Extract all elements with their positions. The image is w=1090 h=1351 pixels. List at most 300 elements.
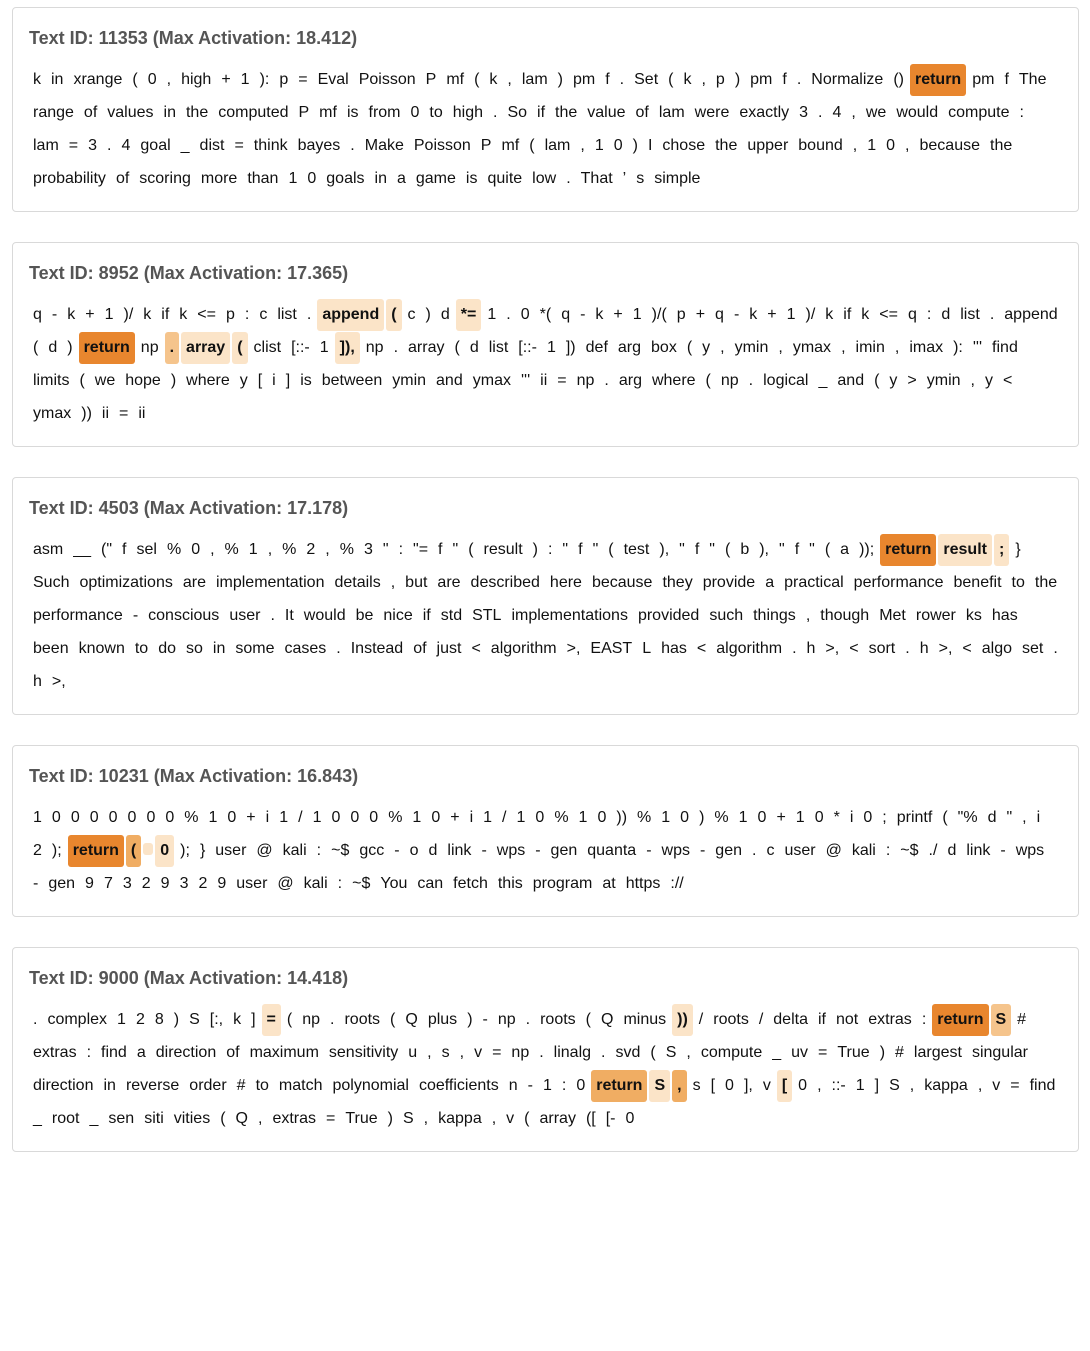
token: p xyxy=(715,71,725,88)
token: between xyxy=(321,372,383,389)
token: _ xyxy=(89,1110,99,1127)
token: Q xyxy=(601,1011,614,1028)
token: h xyxy=(33,673,42,690)
token: practical xyxy=(784,574,844,591)
token: y xyxy=(985,372,993,389)
token: % xyxy=(714,809,729,826)
token: " xyxy=(382,541,389,558)
token: ''' xyxy=(520,372,531,389)
token: # xyxy=(1017,1011,1027,1028)
highlighted-token: ( xyxy=(232,332,247,364)
token: imin xyxy=(855,339,885,356)
token: 1 xyxy=(319,339,329,356)
token: 1 xyxy=(578,809,588,826)
token: 1 xyxy=(312,809,322,826)
token: y xyxy=(239,372,248,389)
token: h xyxy=(919,640,929,657)
token: ( xyxy=(824,541,831,558)
token: , xyxy=(778,339,783,356)
token: algorithm xyxy=(490,640,557,657)
token: append xyxy=(1004,306,1058,323)
token: kappa xyxy=(438,1110,482,1127)
token: " xyxy=(809,541,815,558)
token: kali xyxy=(282,842,307,859)
token: sort xyxy=(868,640,896,657)
token: to xyxy=(134,640,149,657)
token: d xyxy=(947,842,957,859)
token: array xyxy=(539,1110,576,1127)
token: just xyxy=(436,640,462,657)
token: " xyxy=(779,541,785,558)
token: ) xyxy=(557,71,563,88)
token: , xyxy=(210,541,215,558)
highlighted-token: *= xyxy=(456,299,482,331)
token: a xyxy=(840,541,850,558)
token: of xyxy=(83,104,98,121)
token: 1 xyxy=(855,1077,865,1094)
token: , xyxy=(909,1077,915,1094)
token: gen xyxy=(48,875,76,892)
token: 1 xyxy=(594,137,604,154)
token: _ xyxy=(33,1110,42,1127)
token: <= xyxy=(197,306,216,323)
highlighted-token: ; xyxy=(994,534,1009,566)
token: link xyxy=(447,842,472,859)
token: Make xyxy=(364,137,404,154)
token: they xyxy=(662,574,693,591)
token: - xyxy=(699,842,706,859)
token: the xyxy=(555,104,578,121)
token: * xyxy=(833,809,840,826)
token: f xyxy=(794,541,800,558)
token: so xyxy=(185,640,203,657)
token: direction xyxy=(33,1077,94,1094)
token: 1 xyxy=(516,809,526,826)
token: provide xyxy=(702,574,756,591)
token: quite xyxy=(487,170,523,187)
token: )/( xyxy=(651,306,667,323)
token: )); xyxy=(859,541,875,558)
token: - xyxy=(51,306,58,323)
token: gen xyxy=(715,842,742,859)
token: ] xyxy=(874,1077,880,1094)
token: 1 xyxy=(208,809,218,826)
token: ) xyxy=(467,1011,473,1028)
token: 1 xyxy=(412,809,422,826)
token: np xyxy=(576,372,595,389)
card-title: Text ID: 11353 (Max Activation: 18.412) xyxy=(29,28,358,48)
token: v xyxy=(474,1044,483,1061)
token: . xyxy=(619,71,625,88)
token: 1 xyxy=(104,306,114,323)
token: + xyxy=(613,306,623,323)
token: . xyxy=(336,640,341,657)
token: lam xyxy=(658,104,685,121)
highlighted-token: , xyxy=(672,1070,686,1102)
token: : xyxy=(244,306,250,323)
token: root xyxy=(51,1110,80,1127)
token: - xyxy=(733,306,740,323)
token: of xyxy=(226,1044,240,1061)
token: direction xyxy=(155,1044,217,1061)
token: ( xyxy=(454,339,460,356)
highlighted-token: result xyxy=(938,534,992,566)
token: computed xyxy=(218,104,289,121)
token: STL xyxy=(472,607,502,624)
token: 2 xyxy=(141,875,151,892)
token: ] xyxy=(285,372,291,389)
token: % xyxy=(637,809,652,826)
token: 1 xyxy=(546,339,556,356)
token: Q xyxy=(405,1011,418,1028)
token: i xyxy=(272,372,276,389)
token: = xyxy=(492,1044,502,1061)
token: : xyxy=(561,1077,567,1094)
token: performance xyxy=(853,574,944,591)
token: ''' xyxy=(972,339,983,356)
token: order xyxy=(189,1077,227,1094)
token: , xyxy=(852,137,858,154)
token: ): xyxy=(259,71,270,88)
token: _ xyxy=(180,137,190,154)
token: Instead xyxy=(350,640,404,657)
token: xrange xyxy=(73,71,123,88)
token: 0 xyxy=(191,541,201,558)
token: 0 xyxy=(307,170,317,187)
token: 8 xyxy=(154,1011,164,1028)
token: . xyxy=(566,170,571,187)
token: c xyxy=(259,306,268,323)
token: i xyxy=(469,809,474,826)
token: pm xyxy=(750,71,773,88)
token: and xyxy=(837,372,865,389)
token: values xyxy=(107,104,154,121)
token: < xyxy=(962,640,972,657)
token: 1 xyxy=(487,306,497,323)
token: has xyxy=(991,607,1018,624)
token: [::- xyxy=(291,339,310,356)
token: 1 xyxy=(738,809,748,826)
token: 3 xyxy=(799,104,809,121)
token: but xyxy=(405,574,428,591)
token: > xyxy=(907,372,917,389)
token: in xyxy=(103,1077,116,1094)
token: goals xyxy=(326,170,365,187)
token: the xyxy=(715,137,738,154)
token: 3 xyxy=(122,875,132,892)
token: 4 xyxy=(121,137,131,154)
token: ( xyxy=(668,71,674,88)
token: though xyxy=(820,607,870,624)
token: sel xyxy=(136,541,157,558)
token: ) xyxy=(67,339,73,356)
token: . xyxy=(818,104,823,121)
highlighted-token: ( xyxy=(126,835,141,867)
token: ), xyxy=(659,541,670,558)
token: gcc xyxy=(359,842,385,859)
highlighted-token: return xyxy=(591,1070,647,1102)
card-title: Text ID: 8952 (Max Activation: 17.365) xyxy=(29,263,349,283)
token: )/ xyxy=(805,306,816,323)
token: ( xyxy=(585,1011,591,1028)
token: . xyxy=(792,640,797,657)
token: wps xyxy=(1015,842,1045,859)
token: 1 xyxy=(786,306,796,323)
token: , xyxy=(257,1110,263,1127)
token: lam xyxy=(521,71,548,88)
token: ( xyxy=(524,1110,530,1127)
token: algo xyxy=(981,640,1012,657)
token: % xyxy=(339,541,354,558)
token: h xyxy=(806,640,816,657)
token: >, xyxy=(938,640,953,657)
token: , xyxy=(977,1077,983,1094)
token: 1 xyxy=(867,137,877,154)
token: 1 xyxy=(33,809,42,826)
token: mf xyxy=(501,137,520,154)
token: of xyxy=(635,104,649,121)
highlighted-token: 0 xyxy=(155,835,174,867)
token: ( xyxy=(33,339,39,356)
token: 0 xyxy=(146,809,156,826)
token: , xyxy=(459,1044,465,1061)
token: from xyxy=(368,104,401,121)
token: implementation xyxy=(215,574,325,591)
token: % xyxy=(282,541,297,558)
token: d xyxy=(469,339,479,356)
token: find xyxy=(992,339,1018,356)
token: ii xyxy=(138,405,146,422)
token: f xyxy=(438,541,443,558)
token: list xyxy=(488,339,509,356)
highlighted-token: return xyxy=(910,64,966,96)
token: than xyxy=(247,170,279,187)
token: . xyxy=(393,339,399,356)
token: in xyxy=(51,71,64,88)
token: to xyxy=(255,1077,269,1094)
token: k xyxy=(233,1011,242,1028)
token: . xyxy=(493,104,498,121)
token: np xyxy=(720,372,739,389)
token: range xyxy=(33,104,74,121)
token: # xyxy=(236,1077,246,1094)
token: ./ xyxy=(928,842,938,859)
token: = xyxy=(1010,1077,1020,1094)
token: + xyxy=(776,809,786,826)
highlighted-token: ( xyxy=(386,299,401,331)
highlighted-token: S xyxy=(991,1004,1012,1036)
token: S xyxy=(403,1110,414,1127)
token: logical xyxy=(763,372,809,389)
token: 0 xyxy=(725,1077,734,1094)
token: svd xyxy=(615,1044,641,1061)
token: = xyxy=(818,1044,828,1061)
token: 1 xyxy=(483,809,493,826)
token: = xyxy=(234,137,244,154)
token: extras xyxy=(272,1110,317,1127)
token: . xyxy=(506,306,511,323)
token: 0 xyxy=(350,809,360,826)
token: , xyxy=(580,137,585,154)
token: . xyxy=(33,1011,38,1028)
token: ): xyxy=(953,339,963,356)
token: / xyxy=(698,1011,704,1028)
token: Normalize xyxy=(811,71,884,88)
token: k xyxy=(179,306,188,323)
token: ii xyxy=(540,372,548,389)
token: 1 xyxy=(240,71,250,88)
token: s xyxy=(692,1077,701,1094)
token: gen xyxy=(550,842,578,859)
token: ) xyxy=(170,372,177,389)
token: roots xyxy=(713,1011,749,1028)
token: k xyxy=(861,306,870,323)
token: % xyxy=(554,809,569,826)
token: simple xyxy=(654,170,701,187)
token: f xyxy=(578,541,583,558)
token: box xyxy=(651,339,677,356)
example-card xyxy=(12,7,1079,212)
token: scoring xyxy=(139,170,191,187)
token: : xyxy=(86,1044,92,1061)
token: True xyxy=(345,1110,378,1127)
token: . xyxy=(107,137,112,154)
token: np xyxy=(511,1044,530,1061)
token: wps xyxy=(496,842,526,859)
token: : xyxy=(316,842,322,859)
token: 0 xyxy=(70,809,80,826)
token: a xyxy=(765,574,775,591)
token: , xyxy=(701,71,706,88)
token: list xyxy=(960,306,980,323)
token: 3 xyxy=(88,137,98,154)
token: . xyxy=(796,71,802,88)
token: That xyxy=(580,170,613,187)
token: provided xyxy=(637,607,700,624)
token: ( xyxy=(705,372,711,389)
token: ymin xyxy=(392,372,427,389)
token-sequence xyxy=(28,801,1063,900)
token: S xyxy=(665,1044,677,1061)
token: P xyxy=(298,104,310,121)
token: f xyxy=(605,71,610,88)
token: roots xyxy=(540,1011,576,1028)
token: < xyxy=(1003,372,1013,389)
token: , xyxy=(423,1110,429,1127)
token: q xyxy=(907,306,917,323)
token: , xyxy=(1022,809,1027,826)
token: optimizations xyxy=(79,574,173,591)
token: + xyxy=(450,809,460,826)
token: lam xyxy=(33,137,59,154)
token: + xyxy=(767,306,777,323)
token: implementations xyxy=(511,607,628,624)
token: k xyxy=(67,306,76,323)
token: where xyxy=(651,372,696,389)
token: 2 xyxy=(198,875,208,892)
token: i xyxy=(849,809,854,826)
token: = xyxy=(119,405,129,422)
token: 1 xyxy=(542,1077,552,1094)
token: [ xyxy=(257,372,263,389)
token: You xyxy=(380,875,408,892)
token: the xyxy=(185,104,209,121)
token: Met xyxy=(879,607,906,624)
token: set xyxy=(1021,640,1044,657)
token: , xyxy=(507,71,512,88)
token: be xyxy=(355,607,374,624)
token: 0 xyxy=(863,809,873,826)
token: limits xyxy=(33,372,70,389)
token: )/ xyxy=(123,306,134,323)
token: @ xyxy=(277,875,294,892)
highlighted-token: array xyxy=(181,332,230,364)
token: ([ xyxy=(585,1110,596,1127)
token: % xyxy=(184,809,199,826)
highlighted-token: = xyxy=(262,1004,281,1036)
token: " xyxy=(679,541,685,558)
token: y xyxy=(889,372,898,389)
token: mf xyxy=(446,71,465,88)
token: : xyxy=(885,842,891,859)
token: + xyxy=(85,306,95,323)
token: 9 xyxy=(160,875,170,892)
token: ) xyxy=(532,541,538,558)
token: find xyxy=(101,1044,127,1061)
token: 0 xyxy=(520,306,530,323)
token: game xyxy=(415,170,456,187)
token: f xyxy=(122,541,127,558)
token: [- xyxy=(605,1110,616,1127)
token: fetch xyxy=(453,875,488,892)
token: 0 xyxy=(165,809,175,826)
token: v xyxy=(992,1077,1001,1094)
token: extras xyxy=(33,1044,77,1061)
token: d xyxy=(440,306,450,323)
token: 0 xyxy=(798,1077,808,1094)
token: 2 xyxy=(33,842,42,859)
token: in xyxy=(374,170,387,187)
token: k xyxy=(825,306,834,323)
highlighted-token: return xyxy=(79,332,135,364)
token: exactly xyxy=(739,104,790,121)
token: cases xyxy=(284,640,327,657)
token: - xyxy=(1000,842,1006,859)
token: probability xyxy=(33,170,106,187)
token: c xyxy=(407,306,416,323)
token: >, xyxy=(51,673,66,690)
token: conscious xyxy=(148,607,220,624)
token: - xyxy=(33,875,39,892)
token: 0 xyxy=(410,104,420,121)
token: . xyxy=(270,607,275,624)
example-card xyxy=(12,477,1079,715)
token: this xyxy=(497,875,523,892)
token: of xyxy=(413,640,427,657)
token: b xyxy=(740,541,750,558)
token: d xyxy=(428,842,438,859)
token: of xyxy=(115,170,130,187)
token: ( xyxy=(650,1044,656,1061)
token: ); xyxy=(51,842,62,859)
token: % xyxy=(224,541,239,558)
token: if xyxy=(422,607,431,624)
token: . xyxy=(905,640,910,657)
token: u xyxy=(408,1044,418,1061)
highlighted-token: )) xyxy=(672,1004,693,1036)
token: if xyxy=(161,306,170,323)
token: [:, xyxy=(209,1011,224,1028)
